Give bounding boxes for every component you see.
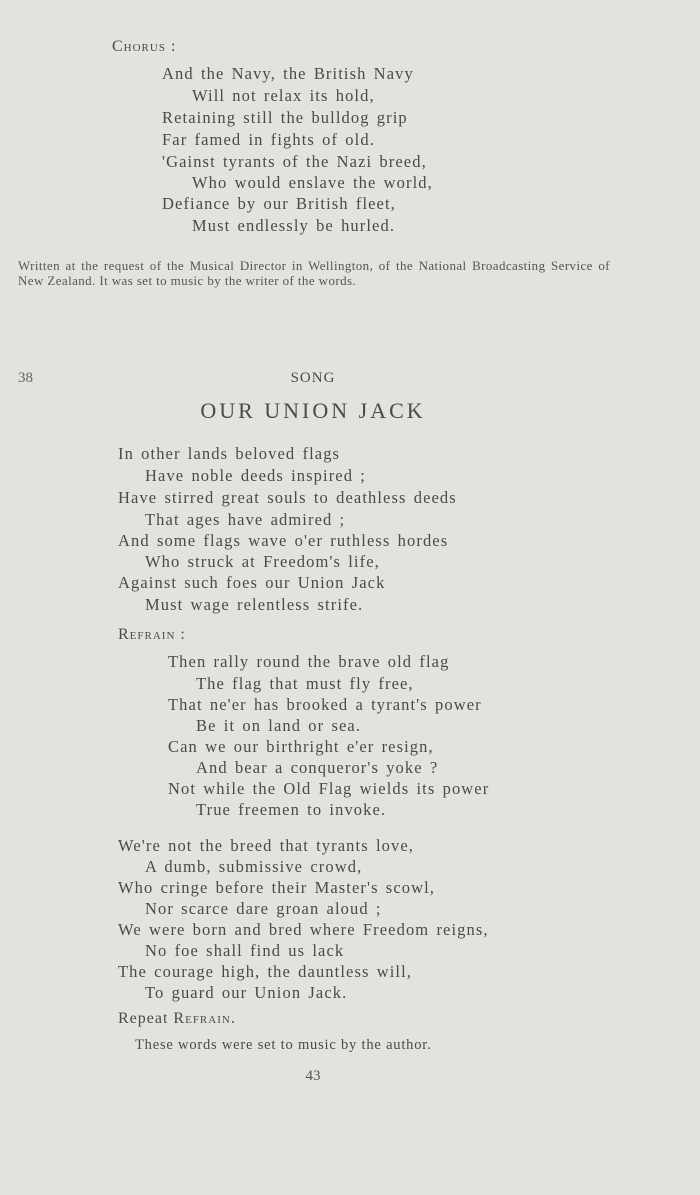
- chorus-line: Far famed in fights of old.: [162, 130, 375, 149]
- verse-line: Must wage relentless strife.: [145, 595, 364, 614]
- verse-line: A dumb, submissive crowd,: [145, 857, 363, 876]
- verse-line: That ages have admired ;: [145, 510, 346, 529]
- verse-line: The courage high, the dauntless will,: [118, 962, 413, 981]
- chorus-line: 'Gainst tyrants of the Nazi breed,: [162, 152, 427, 171]
- chorus-line: Who would enslave the world,: [192, 173, 433, 192]
- music-note: These words were set to music by the author.: [135, 1037, 432, 1053]
- song-number: 38: [18, 370, 33, 386]
- refrain-line: That ne'er has brooked a tyrant's power: [168, 695, 482, 714]
- verse-line: Against such foes our Union Jack: [118, 573, 386, 592]
- chorus-line: Will not relax its hold,: [192, 86, 375, 105]
- author-note: Written at the request of the Musical Director in Wellington, of the National Broadcasting Service of New Zealand. It was set to music by the writer of the words.: [18, 258, 610, 288]
- chorus-line: Defiance by our British fleet,: [162, 194, 396, 213]
- repeat-prefix: Repeat: [118, 1010, 174, 1027]
- page-number: 43: [305, 1068, 321, 1084]
- refrain-line: Then rally round the brave old flag: [168, 652, 450, 671]
- verse-line: Have stirred great souls to deathless deeds: [118, 488, 457, 507]
- refrain-line: Not while the Old Flag wields its power: [168, 779, 490, 798]
- verse-line: Who cringe before their Master's scowl,: [118, 878, 436, 897]
- verse-line: We're not the breed that tyrants love,: [118, 836, 414, 855]
- chorus-line: Retaining still the bulldog grip: [162, 108, 408, 127]
- repeat-instruction: [118, 1010, 236, 1028]
- refrain-line: The flag that must fly free,: [196, 674, 414, 693]
- refrain-label: Refrain :: [118, 626, 186, 643]
- verse-line: And some flags wave o'er ruthless hordes: [118, 531, 449, 550]
- verse-line: Who struck at Freedom's life,: [145, 552, 380, 571]
- verse-line: We were born and bred where Freedom reigns,: [118, 920, 489, 939]
- chorus-line: Must endlessly be hurled.: [192, 216, 396, 235]
- verse-line: Nor scarce dare groan aloud ;: [145, 899, 382, 918]
- refrain-line: And bear a conqueror's yoke ?: [196, 758, 439, 777]
- repeat-refrain-label: Refrain.: [173, 1010, 236, 1027]
- verse-line: Have noble deeds inspired ;: [145, 466, 366, 485]
- verse-line: To guard our Union Jack.: [145, 983, 348, 1002]
- song-title: OUR UNION JACK: [200, 398, 426, 423]
- refrain-line: True freemen to invoke.: [196, 800, 387, 819]
- verse-line: No foe shall find us lack: [145, 941, 345, 960]
- chorus-line: And the Navy, the British Navy: [162, 64, 414, 83]
- song-label: SONG: [290, 370, 336, 386]
- refrain-line: Be it on land or sea.: [196, 716, 362, 735]
- chorus-label: Chorus :: [112, 38, 177, 55]
- verse-line: In other lands beloved flags: [118, 444, 341, 463]
- refrain-line: Can we our birthright e'er resign,: [168, 737, 434, 756]
